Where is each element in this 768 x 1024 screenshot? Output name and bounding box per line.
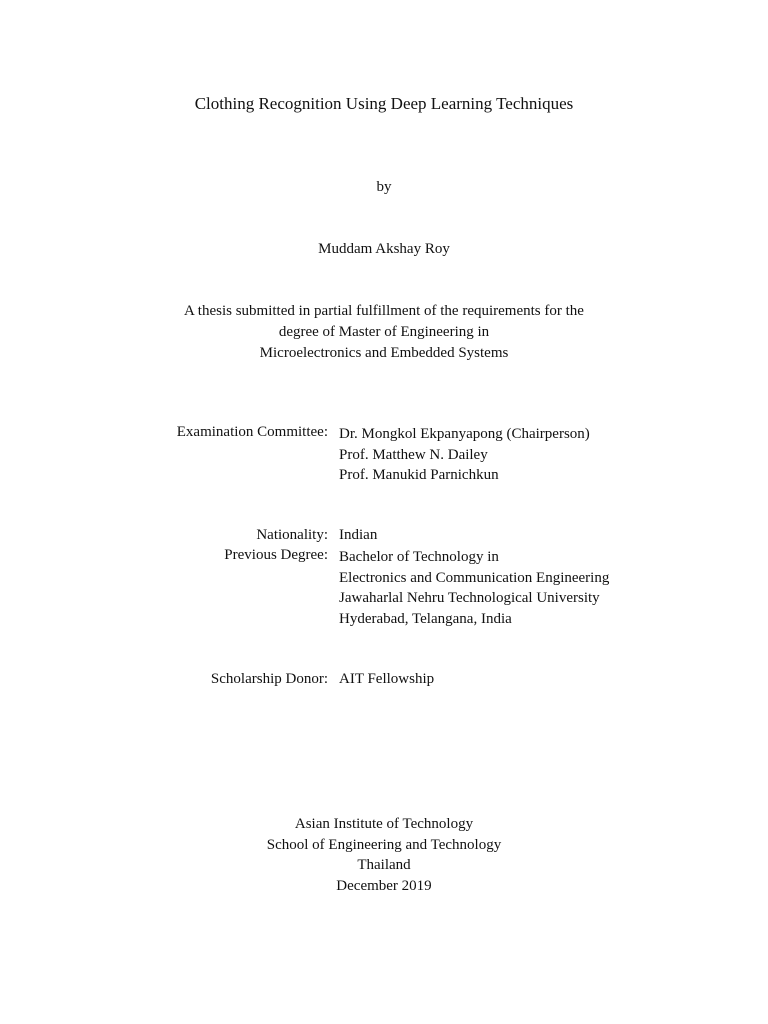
previous-degree-line: Bachelor of Technology in <box>339 549 499 565</box>
statement-line: Microelectronics and Embedded Systems <box>259 345 509 361</box>
footer-line: December 2019 <box>336 877 432 894</box>
scholarship-label: Scholarship Donor: <box>210 671 328 687</box>
by-line: by <box>376 179 392 195</box>
committee-label: Examination Committee: <box>176 424 328 440</box>
institution-footer <box>0 814 768 896</box>
thesis-statement <box>0 301 768 364</box>
committee-member: Prof. Manukid Parnichkun <box>339 467 499 484</box>
scholarship-value: AIT Fellowship <box>339 671 435 687</box>
footer-line: Thailand <box>357 857 411 874</box>
previous-degree-lines <box>339 547 609 629</box>
statement-line: A thesis submitted in partial fulfillment of the requirements for the <box>184 303 584 319</box>
footer-line: Asian Institute of Technology <box>294 816 474 832</box>
previous-degree-label: Previous Degree: <box>224 547 328 563</box>
nationality-label: Nationality: <box>256 527 328 543</box>
committee-member: Prof. Matthew N. Dailey <box>339 446 488 463</box>
author-name: Muddam Akshay Roy <box>318 241 450 257</box>
nationality-value: Indian <box>339 527 378 543</box>
footer-line: School of Engineering and Technology <box>266 836 502 853</box>
previous-degree-line: Jawaharlal Nehru Technological University <box>339 590 600 607</box>
previous-degree-line: Electronics and Communication Engineering <box>339 569 610 586</box>
committee-members <box>339 424 590 486</box>
statement-line: degree of Master of Engineering in <box>278 324 490 340</box>
committee-member: Dr. Mongkol Ekpanyapong (Chairperson) <box>339 426 590 442</box>
previous-degree-line: Hyderabad, Telangana, India <box>339 610 512 627</box>
thesis-title: Clothing Recognition Using Deep Learning Techniques <box>194 94 574 113</box>
